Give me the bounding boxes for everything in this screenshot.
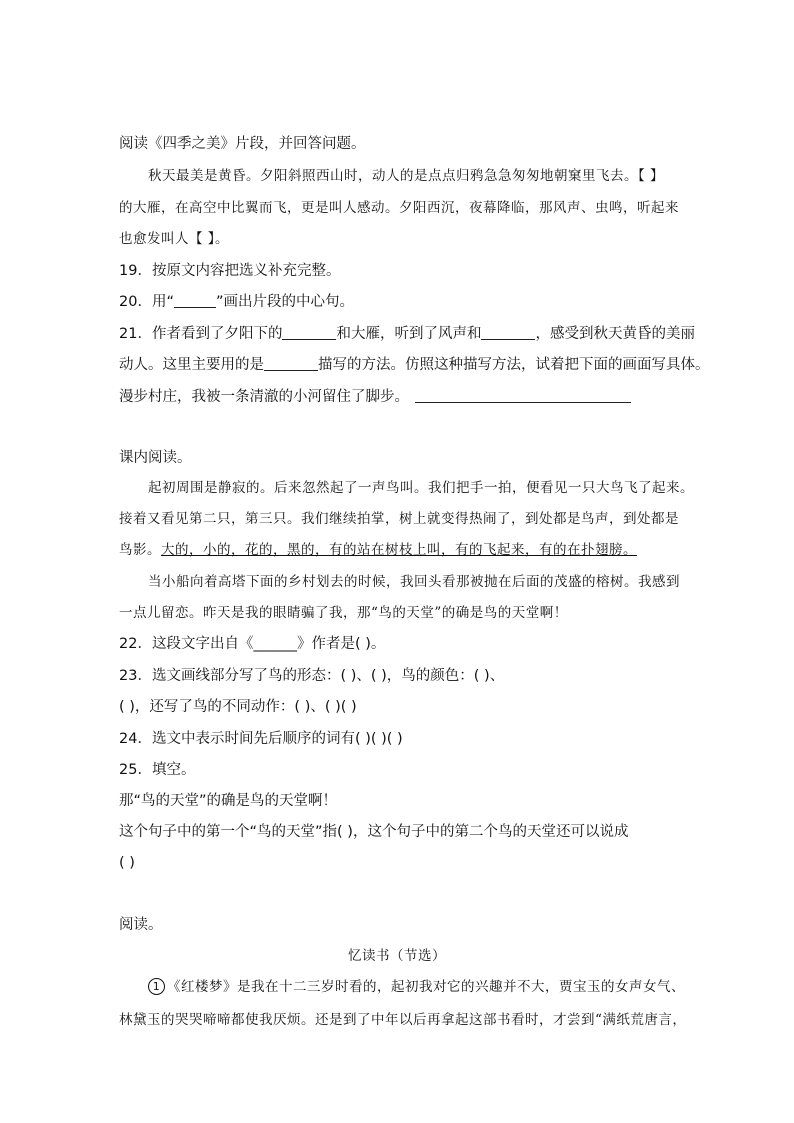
q21-blank-2[interactable] <box>481 324 535 340</box>
passage2-line3 <box>119 540 637 560</box>
passage2-line3-a: 鸟影。 <box>119 542 161 558</box>
q25-line1: 这个句子中的第一个“鸟的天堂”指( )，这个句子中的第二个鸟的天堂还可以说成 <box>119 824 629 840</box>
q21-blank-3[interactable] <box>264 355 318 371</box>
q25-sentence: 那“鸟的天堂”的确是鸟的天堂啊！ <box>119 793 338 809</box>
passage2-line1: 起初周围是静寂的。后来忽然起了一声鸟叫。我们把手一拍，便看见一只大鸟飞了起来。 <box>148 480 694 496</box>
question-23-line1: 23．选文画线部分写了鸟的形态：( )、( )，鸟的颜色：( )、 <box>119 668 505 684</box>
passage3-line2: 林黛玉的哭哭啼啼都使我厌烦。还是到了中年以后再拿起这部书看时，才尝到“满纸荒唐言， <box>119 1012 687 1028</box>
passage3-line1 <box>148 977 685 997</box>
article-title: 忆读书（节选） <box>348 948 446 964</box>
paragraph-number-circle: 1 <box>148 978 165 995</box>
passage1-line3: 也愈发叫人【 】。 <box>119 231 230 247</box>
question-24: 24．选文中表示时间先后顺序的词有( )( )( ) <box>119 731 403 747</box>
question-22: 22．这段文字出自《______》作者是( )。 <box>119 636 386 652</box>
q20-text-b: ”画出片段的中心句。 <box>215 294 354 310</box>
passage2-line4: 当小船向着高塔下面的乡村划去的时候，我回头看那被抛在后面的茂盛的榕树。我感到 <box>148 574 680 590</box>
q20-text-a: 20．用“ <box>119 294 174 310</box>
passage2-line5: 一点儿留恋。昨天是我的眼睛骗了我，那“鸟的天堂”的确是鸟的天堂啊！ <box>119 605 568 621</box>
q21-text-b: 和大雁，听到了风声和 <box>336 326 482 342</box>
question-25: 25．填空。 <box>119 762 196 778</box>
q21-text-c: ，感受到秋天黄昏的美丽 <box>535 326 695 342</box>
q21-text-e: 描写的方法。仿照这种描写方法，试着把下面的画面写具体。 <box>318 357 710 373</box>
q21-text-d: 动人。这里主要用的是 <box>119 357 264 373</box>
q21-text-f: 漫步村庄，我被一条清澈的小河留住了脚步。 <box>119 389 409 405</box>
passage1-line1: 秋天最美是黄昏。夕阳斜照西山时，动人的是点点归鸦急急匆匆地朝窠里飞去。【 】 <box>148 168 665 184</box>
section2-title: 课内阅读。 <box>119 450 192 466</box>
underlined-sentence: 大的，小的，花的，黑的，有的站在树枝上叫，有的飞起来，有的在扑翅膀。 <box>161 542 637 558</box>
q21-answer-blank[interactable] <box>415 387 631 403</box>
question-21-line3 <box>119 387 631 407</box>
question-21-line2 <box>119 355 710 375</box>
question-23-line2: ( )，还写了鸟的不同动作：( )、( )( ) <box>119 699 357 715</box>
q21-text-a: 21．作者看到了夕阳下的 <box>119 326 283 342</box>
q21-blank-1[interactable] <box>282 324 336 340</box>
q25-line2: ( ) <box>119 855 135 871</box>
section3-title: 阅读。 <box>119 917 163 933</box>
passage3-line1-text: 《红楼梦》是我在十二三岁时看的，起初我对它的兴趣并不大，贾宝玉的女声女气、 <box>167 979 685 995</box>
question-19: 19．按原文内容把选义补充完整。 <box>119 263 341 279</box>
passage1-line2: 的大雁，在高空中比翼而飞，更是叫人感动。夕阳西沉，夜幕降临，那风声、虫鸣，听起来 <box>119 200 679 216</box>
question-20 <box>119 292 354 312</box>
passage2-line2: 接着又看见第二只，第三只。我们继续拍掌，树上就变得热闹了，到处都是鸟声，到处都是 <box>119 511 679 527</box>
q20-blank[interactable] <box>174 292 216 308</box>
question-21-line1 <box>119 324 695 344</box>
section1-title: 阅读《四季之美》片段，并回答问题。 <box>119 136 366 152</box>
